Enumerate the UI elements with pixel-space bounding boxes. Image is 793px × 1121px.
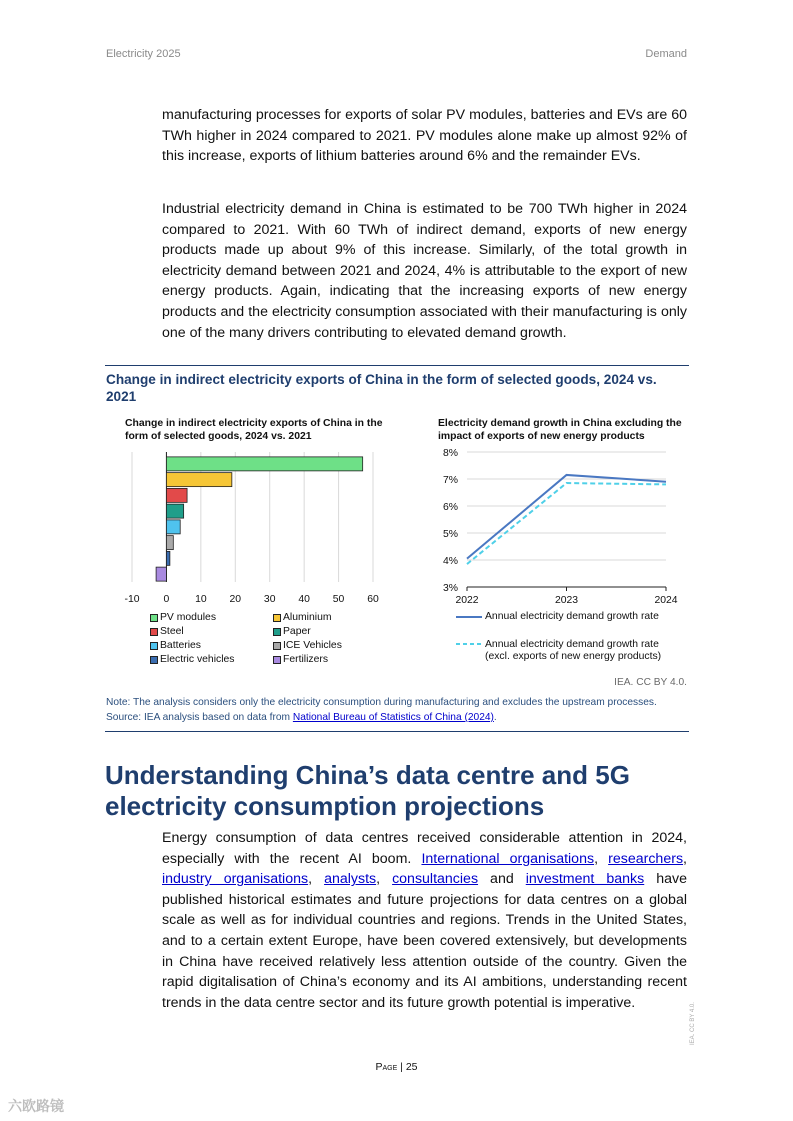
watermark: 六欧路镜 [8, 1098, 64, 1114]
legend-swatch [273, 614, 281, 622]
paragraph-1: manufacturing processes for exports of solar PV modules, batteries and EVs are 60 TWh higher in 2024 compared to 2021. PV modules alone make up almost 92% of this increase, exports of lithium batteries around 6% and the remainder EVs. [162, 107, 687, 165]
link-international-organisations[interactable]: International organisations [421, 850, 595, 867]
link-analysts[interactable]: analysts [324, 871, 377, 888]
legend-label: PV modules [160, 612, 217, 623]
legend-electric-vehicles [150, 654, 235, 665]
paragraph-2: Industrial electricity demand in China is estimated to be 700 TWh higher in 2024 compared to 2021. With 60 TWh of indirect demand, exports of new energy products made up about 9% of this increase. Similarly, of the total growth in electricity demand between 2021 and 2024, 4% is attributable to the export of new energy products. Again, indicating that the increasing exports of new energy products and the electricity consumption associated with their manufacturing is only one of the many drivers contributing to elevated demand growth. [162, 201, 687, 341]
legend-swatch [150, 642, 158, 650]
figure-title: Change in indirect electricity exports of China in the form of selected goods, 2024 vs. 2021 [106, 372, 657, 404]
legend-ice-vehicles [273, 640, 342, 651]
legend-dashed-line-icon [456, 639, 482, 649]
text-run: , [594, 850, 609, 867]
source-prefix: Source: IEA analysis based on data from [106, 712, 293, 723]
x-tick-label: 20 [229, 594, 242, 605]
text-run: Energy consumption of data centres received considerable attention in 2024, especially with the recent AI boom. [162, 830, 687, 867]
source-suffix: . [493, 712, 497, 723]
legend-label-line1: Annual electricity demand growth rate [485, 639, 659, 650]
legend-label-line2: (excl. exports of new energy products) [485, 651, 662, 662]
x-tick-label: 30 [263, 594, 276, 605]
page-number: Page | 25 [375, 1061, 418, 1073]
bar-pv-modules [166, 457, 362, 471]
page-label: Page [375, 1061, 398, 1073]
x-tick-label: 2024 [654, 595, 678, 606]
header-right: Demand [645, 48, 687, 60]
link-industry-organisations[interactable]: industry organisations [162, 871, 309, 888]
bar-chart [118, 448, 388, 610]
section-paragraph [162, 828, 687, 1013]
bar-ice-vehicles [166, 536, 173, 550]
figure-bottom-rule [105, 731, 689, 732]
legend-swatch [150, 614, 158, 622]
x-tick-label: 10 [195, 594, 207, 605]
series-line-actual [467, 475, 666, 559]
legend-aluminium [273, 612, 332, 623]
section-heading: Understanding China’s data centre and 5G electricity consumption projections [105, 760, 630, 821]
bar-electric-vehicles [166, 551, 169, 565]
legend-label: Electric vehicles [160, 654, 235, 665]
legend-pv-modules [150, 612, 216, 623]
bar-batteries [166, 520, 180, 534]
link-researchers[interactable]: researchers [608, 850, 684, 867]
legend-label: Fertilizers [283, 654, 329, 665]
legend-swatch [273, 642, 281, 650]
x-tick-label: 60 [367, 594, 379, 605]
bar-steel [166, 488, 187, 502]
text-run: and [478, 871, 526, 888]
legend-paper [273, 626, 311, 637]
x-tick-label: 40 [298, 594, 310, 605]
x-tick-label: 2022 [455, 595, 479, 606]
legend-swatch [150, 628, 158, 636]
y-tick-label: 7% [442, 475, 458, 486]
bar-paper [166, 504, 183, 518]
legend-steel [150, 626, 184, 637]
legend-swatch [273, 656, 281, 664]
figure-source [106, 711, 690, 726]
legend-label: Batteries [160, 640, 202, 651]
legend-label: Paper [283, 626, 311, 637]
bar-chart-title: Change in indirect electricity exports of China in the form of selected goods, 2024 vs. 2021 [125, 418, 383, 442]
x-tick-label: 2023 [554, 595, 579, 606]
y-tick-label: 6% [442, 502, 458, 513]
y-tick-label: 5% [442, 529, 458, 540]
series-line-excl-exports [467, 483, 666, 564]
legend-label [485, 639, 661, 663]
line-legend-excl [456, 639, 661, 663]
legend-label: ICE Vehicles [283, 640, 342, 651]
x-tick-label: -10 [124, 594, 140, 605]
text-run: have published historical estimates and future projections for data centres on a global scale as well as for individual countries and regions. Trends in the United States, and to a certain extent Europe, have been covered extensively, but developments in China have received relatively less attention outside of the country. Given the rapid digitalisation of China’s economy and its AI ambitions, understanding recent trends in the data centre sector and its future growth potential is imperative. [162, 871, 688, 1011]
line-legend-actual [456, 611, 659, 622]
x-tick-label: 50 [332, 594, 345, 605]
legend-solid-line-icon [456, 614, 482, 620]
line-chart [430, 443, 688, 609]
header-left: Electricity 2025 [106, 48, 181, 60]
text-run: , [376, 871, 393, 888]
figure-top-rule [105, 365, 689, 366]
legend-label: Annual electricity demand growth rate [485, 611, 659, 622]
page-number-value: 25 [405, 1061, 418, 1073]
legend-swatch [273, 628, 281, 636]
legend-fertilizers [273, 654, 328, 665]
legend-swatch [150, 656, 158, 664]
side-credit: IEA. CC BY 4.0. [690, 1002, 696, 1045]
legend-batteries [150, 640, 201, 651]
link-consultancies[interactable]: consultancies [392, 871, 479, 888]
text-run: , [683, 850, 687, 867]
legend-label: Steel [160, 626, 184, 637]
bar-fertilizers [156, 567, 166, 581]
y-tick-label: 8% [442, 448, 458, 459]
figure-note: Note: The analysis considers only the electricity consumption during manufacturing and excludes the upstream processes. [106, 697, 657, 708]
source-link[interactable]: National Bureau of Statistics of China (2024) [292, 712, 494, 723]
link-investment-banks[interactable]: investment banks [525, 871, 645, 888]
legend-label: Aluminium [283, 612, 332, 623]
figure-credit: IEA. CC BY 4.0. [614, 677, 687, 688]
bar-aluminium [166, 473, 231, 487]
y-tick-label: 3% [442, 583, 458, 594]
text-run: , [308, 871, 325, 888]
x-tick-label: 0 [163, 594, 170, 605]
y-tick-label: 4% [442, 556, 458, 567]
line-chart-title: Electricity demand growth in China excluding the impact of exports of new energy products [438, 418, 682, 442]
